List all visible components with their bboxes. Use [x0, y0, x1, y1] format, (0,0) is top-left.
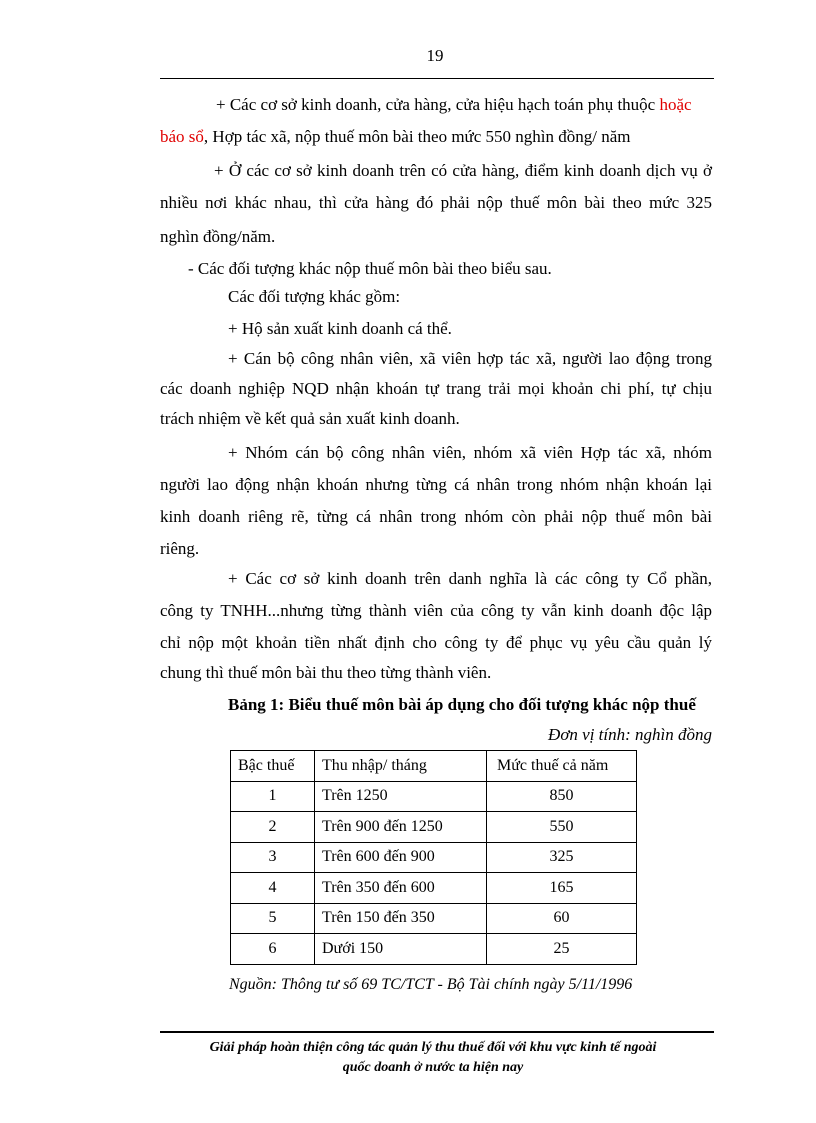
cell-monthly-income: Trên 600 đến 900: [315, 842, 487, 873]
paragraph-1-text: , Hợp tác xã, nộp thuế môn bài theo mức 550 nghìn đồng/ năm: [203, 127, 631, 146]
table-row: [231, 873, 637, 904]
header-rule: [160, 78, 714, 79]
table-unit: Đơn vị tính: nghìn đồng: [548, 725, 712, 744]
highlighted-text: hoặc: [659, 95, 692, 114]
cell-monthly-income: Trên 1250: [315, 781, 487, 812]
paragraph-2-line-2: nhiều nơi khác nhau, thì cửa hàng đó phải nộp thuế môn bài theo mức 325: [160, 193, 712, 212]
footer-line-1: Giải pháp hoàn thiện công tác quản lý thu thuế đối với khu vực kinh tế ngoài: [209, 1040, 657, 1055]
page-number: 19: [426, 46, 444, 65]
cell-tax-level: 3: [231, 842, 315, 873]
table-row: [231, 842, 637, 873]
cell-tax-level: 1: [231, 781, 315, 812]
table-caption: Bảng 1: Biểu thuế môn bài áp dụng cho đối tượng khác nộp thuế: [228, 695, 696, 714]
paragraph-4: Các đối tượng khác gồm:: [228, 287, 401, 306]
cell-annual-tax: 25: [487, 934, 637, 965]
paragraph-3: - Các đối tượng khác nộp thuế môn bài theo biểu sau.: [188, 259, 552, 278]
paragraph-7-line-1: + Nhóm cán bộ công nhân viên, nhóm xã viên Hợp tác xã, nhóm: [228, 443, 712, 462]
cell-monthly-income: Trên 900 đến 1250: [315, 812, 487, 843]
paragraph-6-line-3: trách nhiệm về kết quả sản xuất kinh doanh.: [160, 409, 460, 428]
paragraph-7-line-4: riêng.: [160, 539, 200, 558]
cell-tax-level: 5: [231, 903, 315, 934]
paragraph-6-line-1: + Cán bộ công nhân viên, xã viên hợp tác xã, người lao động trong: [228, 349, 712, 368]
header-cell-tax-level: Bậc thuế: [231, 751, 315, 782]
paragraph-8-line-2: công ty TNHH...nhưng từng thành viên của công ty vẫn kinh doanh độc lập: [160, 601, 712, 620]
paragraph-7-line-2: người lao động nhận khoán nhưng từng cá nhân trong nhóm nhận khoán lại: [160, 475, 712, 494]
paragraph-8-line-4: chung thì thuế môn bài thu theo từng thành viên.: [160, 663, 492, 682]
header-cell-monthly-income: Thu nhập/ tháng: [315, 751, 487, 782]
paragraph-1-line-1: [216, 94, 692, 116]
cell-annual-tax: 850: [487, 781, 637, 812]
table-row: [231, 934, 637, 965]
footer-line-2: quốc doanh ở nước ta hiện nay: [342, 1060, 524, 1075]
footer-rule: [160, 1031, 714, 1033]
paragraph-8-line-1: + Các cơ sở kinh doanh trên danh nghĩa là các công ty Cổ phần,: [228, 569, 712, 588]
paragraph-7-line-3: kinh doanh riêng rẽ, từng cá nhân trong nhóm còn phải nộp thuế môn bài: [160, 507, 712, 526]
table-row: [231, 781, 637, 812]
table-source: Nguồn: Thông tư số 69 TC/TCT - Bộ Tài chính ngày 5/11/1996: [229, 976, 633, 993]
cell-annual-tax: 325: [487, 842, 637, 873]
tax-rate-table: [230, 750, 637, 965]
header-cell-annual-tax: Mức thuế cả năm: [487, 751, 637, 782]
paragraph-1-text: + Các cơ sở kinh doanh, cửa hàng, cửa hiệu hạch toán phụ thuộc: [216, 95, 660, 114]
cell-monthly-income: Trên 350 đến 600: [315, 873, 487, 904]
table-header-row: [231, 751, 637, 782]
paragraph-5: + Hộ sản xuất kinh doanh cá thể.: [228, 319, 452, 338]
cell-annual-tax: 165: [487, 873, 637, 904]
cell-tax-level: 2: [231, 812, 315, 843]
paragraph-2-line-1: + Ở các cơ sở kinh doanh trên có cửa hàng, điểm kinh doanh dịch vụ ở: [214, 161, 712, 180]
cell-monthly-income: Dưới 150: [315, 934, 487, 965]
paragraph-8-line-3: chỉ nộp một khoản tiền nhất định cho công ty để phục vụ yêu cầu quản lý: [160, 633, 712, 652]
paragraph-6-line-2: các doanh nghiệp NQD nhận khoán tự trang trải mọi khoản chi phí, tự chịu: [160, 379, 712, 398]
cell-annual-tax: 60: [487, 903, 637, 934]
cell-tax-level: 6: [231, 934, 315, 965]
highlighted-text: báo sổ: [160, 127, 204, 146]
paragraph-2-line-3: nghìn đồng/năm.: [160, 227, 276, 246]
cell-tax-level: 4: [231, 873, 315, 904]
table-row: [231, 812, 637, 843]
cell-monthly-income: Trên 150 đến 350: [315, 903, 487, 934]
paragraph-1-line-2: [160, 126, 631, 148]
cell-annual-tax: 550: [487, 812, 637, 843]
table-row: [231, 903, 637, 934]
